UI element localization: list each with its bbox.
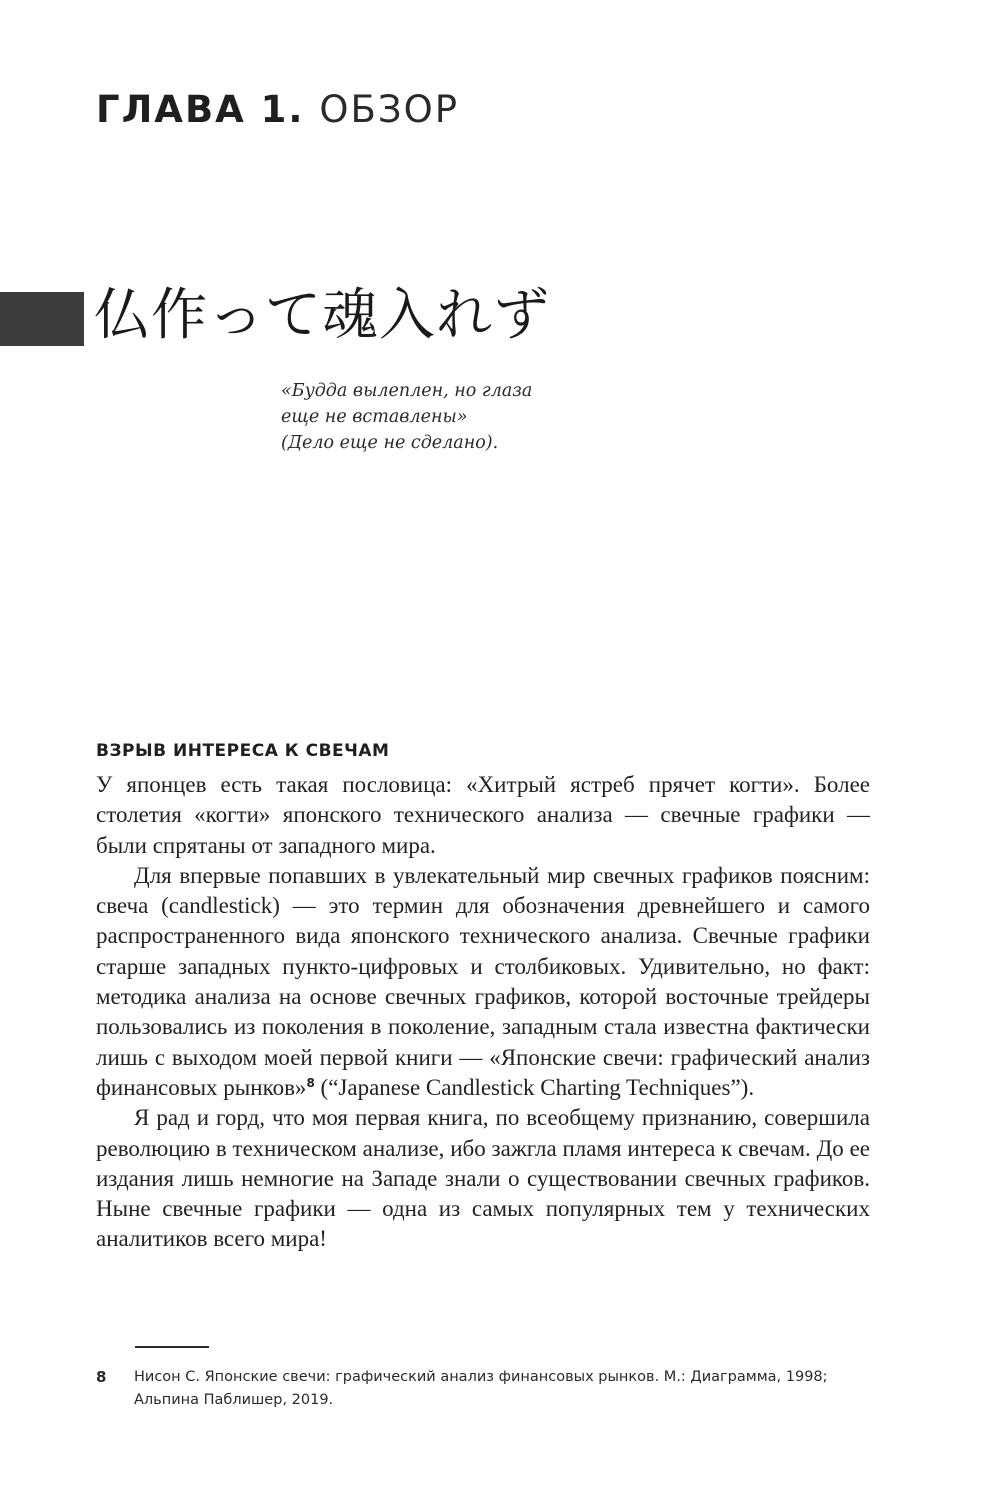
paragraph: У японцев есть такая пословица: «Хитрый ястреб прячет когти». Более столетия «когти» японского технического анализа — свечные графики — были спрятаны от западного мира. [96,772,870,858]
footnote-number: 8 [96,1368,107,1386]
epigraph-line: «Будда вылеплен, но глаза [281,381,533,401]
epigraph-line: еще не вставлены» [281,407,468,427]
footnote-text: Нисон С. Японские свечи: графический анализ финансовых рынков. М.: Диаграмма, 1998; Альпина Паблишер, 2019. [134,1369,828,1408]
footnote-reference: 8 [306,1075,315,1090]
chapter-label: ГЛАВА 1. [96,88,305,131]
paragraph-text: Для впервые попавших в увлекательный мир свечных графиков поясним: свеча (candlestick) — это термин для обозначения древнейшего и самого распространенного вида японского технического анализа. Свечные графики старше западных пункто-цифровых и столбиковых. Удивительно, но факт: методика анализа на основе свечных графиков, которой восточные трейдеры пользовались из поколения в поколение, западным стала известна фактически лишь с выходом моей первой книги — «Японские свечи: графический анализ финансовых рынков» [96,862,870,1100]
epigraph-line: (Дело еще не сделано). [281,433,499,453]
section-heading: ВЗРЫВ ИНТЕРЕСА К СВЕЧАМ [96,741,390,761]
body-text [96,770,870,1255]
chapter-title [96,88,459,132]
decorative-bar [0,292,84,346]
japanese-proverb: 仏作って魂入れず [94,283,550,348]
paragraph [96,861,870,1103]
epigraph [281,378,532,456]
paragraph-text-tail: (“Japanese Candlestick Charting Techniques”). [314,1074,755,1100]
footnote [96,1366,856,1412]
footnote-divider [135,1346,209,1348]
chapter-name: ОБЗОР [319,88,460,131]
paragraph: Я рад и горд, что моя первая книга, по всеобщему признанию, совершила революцию в техническом анализе, ибо зажгла пламя интереса к свечам. До ее издания лишь немногие на Западе знали о существовании свечных графиков. Ныне свечные графики — одна из самых популярных тем у технических аналитиков всего мира! [96,1105,870,1252]
